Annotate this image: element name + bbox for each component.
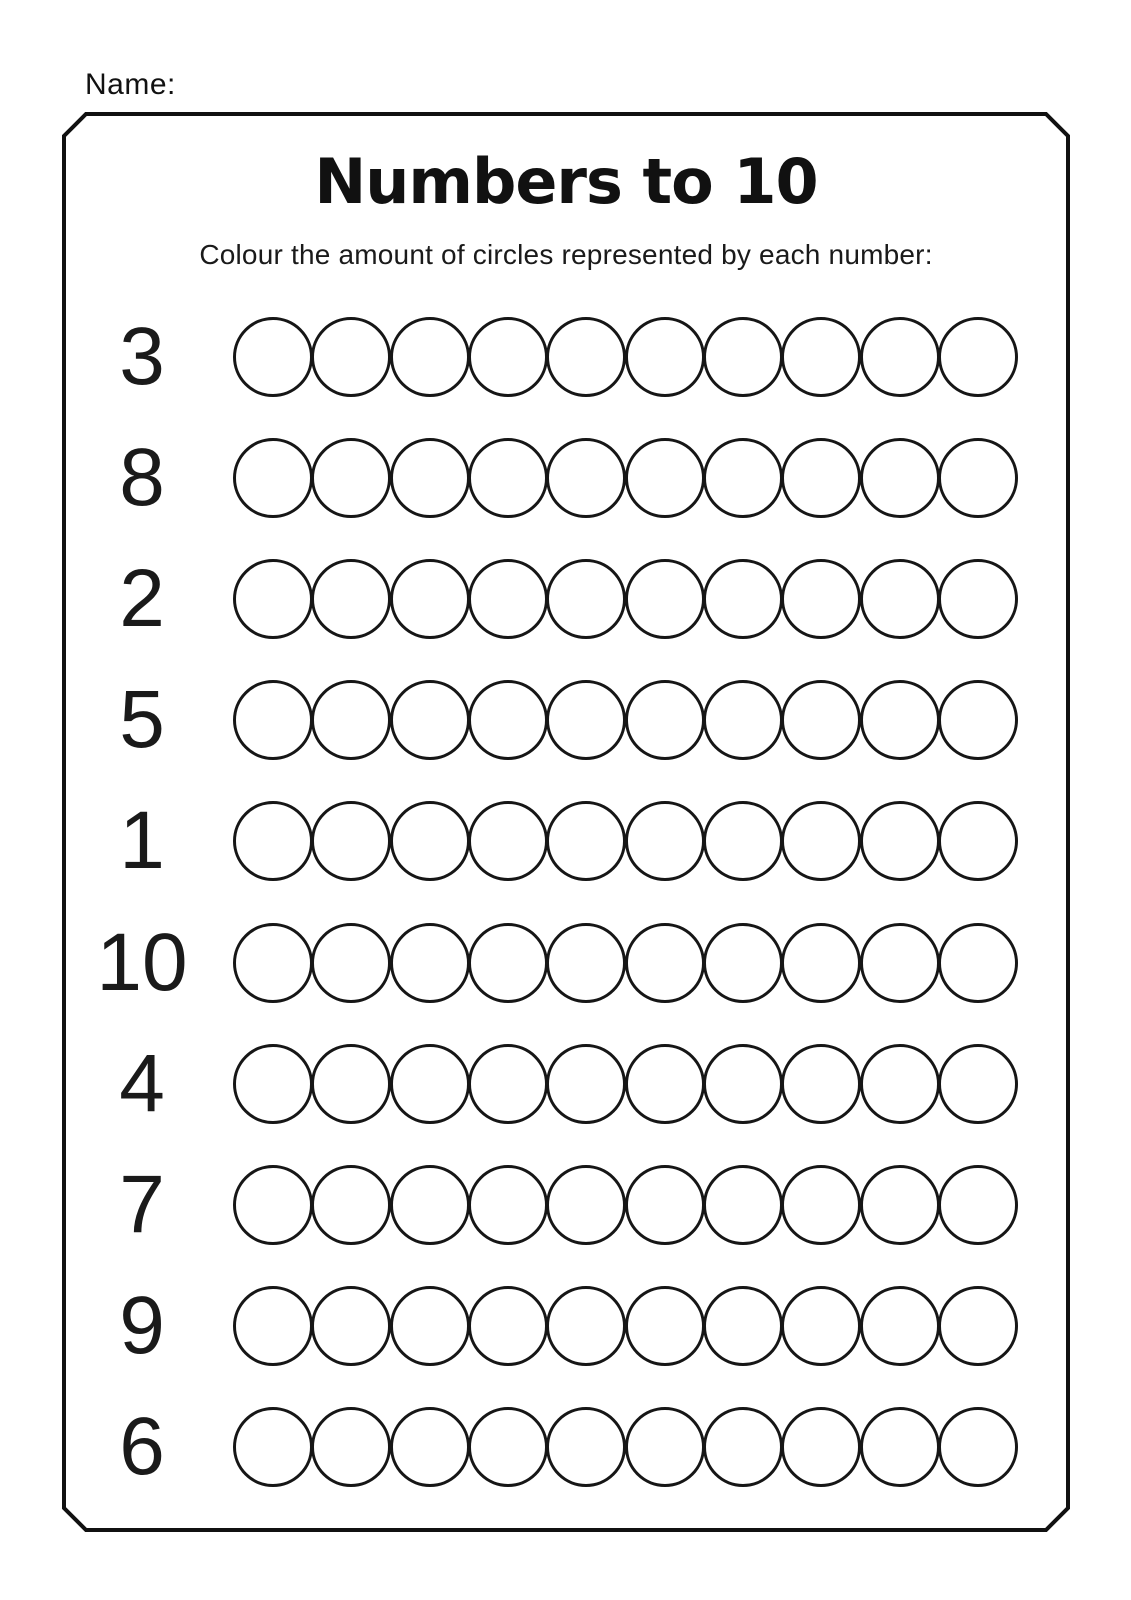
colour-circle[interactable] [625, 559, 705, 639]
colour-circle[interactable] [546, 923, 626, 1003]
colour-circle[interactable] [546, 1286, 626, 1366]
colour-circle[interactable] [625, 317, 705, 397]
colour-circle[interactable] [703, 438, 783, 518]
colour-circle[interactable] [625, 1165, 705, 1245]
colour-circle[interactable] [233, 801, 313, 881]
colour-circle[interactable] [233, 1165, 313, 1245]
colour-circle[interactable] [546, 680, 626, 760]
row-number-label: 5 [119, 674, 165, 766]
colour-circle[interactable] [468, 1407, 548, 1487]
circles-group [233, 438, 1018, 518]
colour-circle[interactable] [625, 801, 705, 881]
colour-circle[interactable] [938, 1286, 1018, 1366]
colour-circle[interactable] [860, 1044, 940, 1124]
colour-circle[interactable] [625, 923, 705, 1003]
colour-circle[interactable] [233, 1286, 313, 1366]
row-number-label: 6 [119, 1401, 165, 1493]
colour-circle[interactable] [546, 317, 626, 397]
row-number-label: 3 [119, 310, 165, 402]
circles-group [233, 1044, 1018, 1124]
colour-circle[interactable] [546, 1165, 626, 1245]
colour-circle[interactable] [233, 1044, 313, 1124]
colour-circle[interactable] [860, 923, 940, 1003]
number-row [62, 417, 1070, 538]
colour-circle[interactable] [860, 680, 940, 760]
colour-circle[interactable] [233, 317, 313, 397]
colour-circle[interactable] [390, 1286, 470, 1366]
colour-circle[interactable] [625, 680, 705, 760]
colour-circle[interactable] [781, 801, 861, 881]
circles-group [233, 680, 1018, 760]
row-number-label: 7 [119, 1158, 165, 1250]
colour-circle[interactable] [860, 801, 940, 881]
colour-circle[interactable] [546, 1407, 626, 1487]
colour-circle[interactable] [938, 1044, 1018, 1124]
circles-group [233, 559, 1018, 639]
number-row [62, 902, 1070, 1023]
colour-circle[interactable] [938, 923, 1018, 1003]
colour-circle[interactable] [938, 1165, 1018, 1245]
colour-circle[interactable] [468, 1044, 548, 1124]
number-row [62, 1144, 1070, 1265]
colour-circle[interactable] [311, 1165, 391, 1245]
colour-circle[interactable] [860, 1165, 940, 1245]
colour-circle[interactable] [390, 801, 470, 881]
colour-circle[interactable] [390, 559, 470, 639]
colour-circle[interactable] [468, 438, 548, 518]
colour-circle[interactable] [781, 1044, 861, 1124]
colour-circle[interactable] [703, 1407, 783, 1487]
colour-circle[interactable] [781, 1407, 861, 1487]
colour-circle[interactable] [781, 1286, 861, 1366]
colour-circle[interactable] [468, 559, 548, 639]
colour-circle[interactable] [311, 923, 391, 1003]
name-label: Name: [85, 68, 176, 101]
colour-circle[interactable] [390, 1165, 470, 1245]
colour-circle[interactable] [860, 1407, 940, 1487]
colour-circle[interactable] [703, 1286, 783, 1366]
colour-circle[interactable] [703, 923, 783, 1003]
colour-circle[interactable] [781, 317, 861, 397]
colour-circle[interactable] [938, 438, 1018, 518]
colour-circle[interactable] [625, 1407, 705, 1487]
circles-group [233, 923, 1018, 1003]
colour-circle[interactable] [468, 680, 548, 760]
colour-circle[interactable] [311, 1286, 391, 1366]
colour-circle[interactable] [390, 923, 470, 1003]
colour-circle[interactable] [468, 1165, 548, 1245]
colour-circle[interactable] [938, 680, 1018, 760]
colour-circle[interactable] [781, 1165, 861, 1245]
colour-circle[interactable] [311, 680, 391, 760]
colour-circle[interactable] [311, 1407, 391, 1487]
colour-circle[interactable] [781, 680, 861, 760]
colour-circle[interactable] [703, 1044, 783, 1124]
number-row [62, 781, 1070, 902]
colour-circle[interactable] [938, 559, 1018, 639]
colour-circle[interactable] [390, 680, 470, 760]
instruction-text: Colour the amount of circles represented by each number: [199, 239, 933, 270]
colour-circle[interactable] [546, 559, 626, 639]
number-row [62, 1023, 1070, 1144]
number-row [62, 660, 1070, 781]
row-number-label: 1 [119, 795, 165, 887]
colour-circle[interactable] [546, 438, 626, 518]
colour-circle[interactable] [703, 801, 783, 881]
colour-circle[interactable] [860, 317, 940, 397]
page-title: Numbers to 10 [314, 145, 818, 218]
colour-circle[interactable] [703, 1165, 783, 1245]
colour-circle[interactable] [468, 801, 548, 881]
colour-circle[interactable] [468, 1286, 548, 1366]
colour-circle[interactable] [781, 559, 861, 639]
colour-circle[interactable] [390, 1044, 470, 1124]
colour-circle[interactable] [468, 317, 548, 397]
rows-container [62, 296, 1070, 1508]
colour-circle[interactable] [860, 438, 940, 518]
colour-circle[interactable] [233, 680, 313, 760]
colour-circle[interactable] [390, 438, 470, 518]
colour-circle[interactable] [546, 1044, 626, 1124]
number-row [62, 538, 1070, 659]
colour-circle[interactable] [938, 317, 1018, 397]
colour-circle[interactable] [233, 1407, 313, 1487]
colour-circle[interactable] [860, 559, 940, 639]
number-row [62, 296, 1070, 417]
colour-circle[interactable] [546, 801, 626, 881]
row-number-label: 2 [119, 552, 165, 644]
circles-group [233, 1286, 1018, 1366]
colour-circle[interactable] [311, 559, 391, 639]
colour-circle[interactable] [703, 317, 783, 397]
colour-circle[interactable] [311, 317, 391, 397]
colour-circle[interactable] [625, 1044, 705, 1124]
colour-circle[interactable] [233, 438, 313, 518]
colour-circle[interactable] [311, 1044, 391, 1124]
number-row [62, 1266, 1070, 1387]
circles-group [233, 317, 1018, 397]
row-number-label: 4 [119, 1037, 165, 1129]
row-number-label: 9 [119, 1280, 165, 1372]
colour-circle[interactable] [625, 438, 705, 518]
circles-group [233, 1407, 1018, 1487]
colour-circle[interactable] [468, 923, 548, 1003]
colour-circle[interactable] [233, 923, 313, 1003]
colour-circle[interactable] [625, 1286, 705, 1366]
colour-circle[interactable] [311, 801, 391, 881]
colour-circle[interactable] [938, 1407, 1018, 1487]
number-row [62, 1387, 1070, 1508]
colour-circle[interactable] [311, 438, 391, 518]
colour-circle[interactable] [860, 1286, 940, 1366]
circles-group [233, 1165, 1018, 1245]
colour-circle[interactable] [781, 438, 861, 518]
circles-group [233, 801, 1018, 881]
colour-circle[interactable] [781, 923, 861, 1003]
colour-circle[interactable] [390, 317, 470, 397]
colour-circle[interactable] [703, 680, 783, 760]
colour-circle[interactable] [390, 1407, 470, 1487]
colour-circle[interactable] [233, 559, 313, 639]
colour-circle[interactable] [703, 559, 783, 639]
row-number-label: 8 [119, 431, 165, 523]
worksheet-frame [62, 112, 1070, 1532]
row-number-label: 10 [96, 916, 188, 1008]
colour-circle[interactable] [938, 801, 1018, 881]
